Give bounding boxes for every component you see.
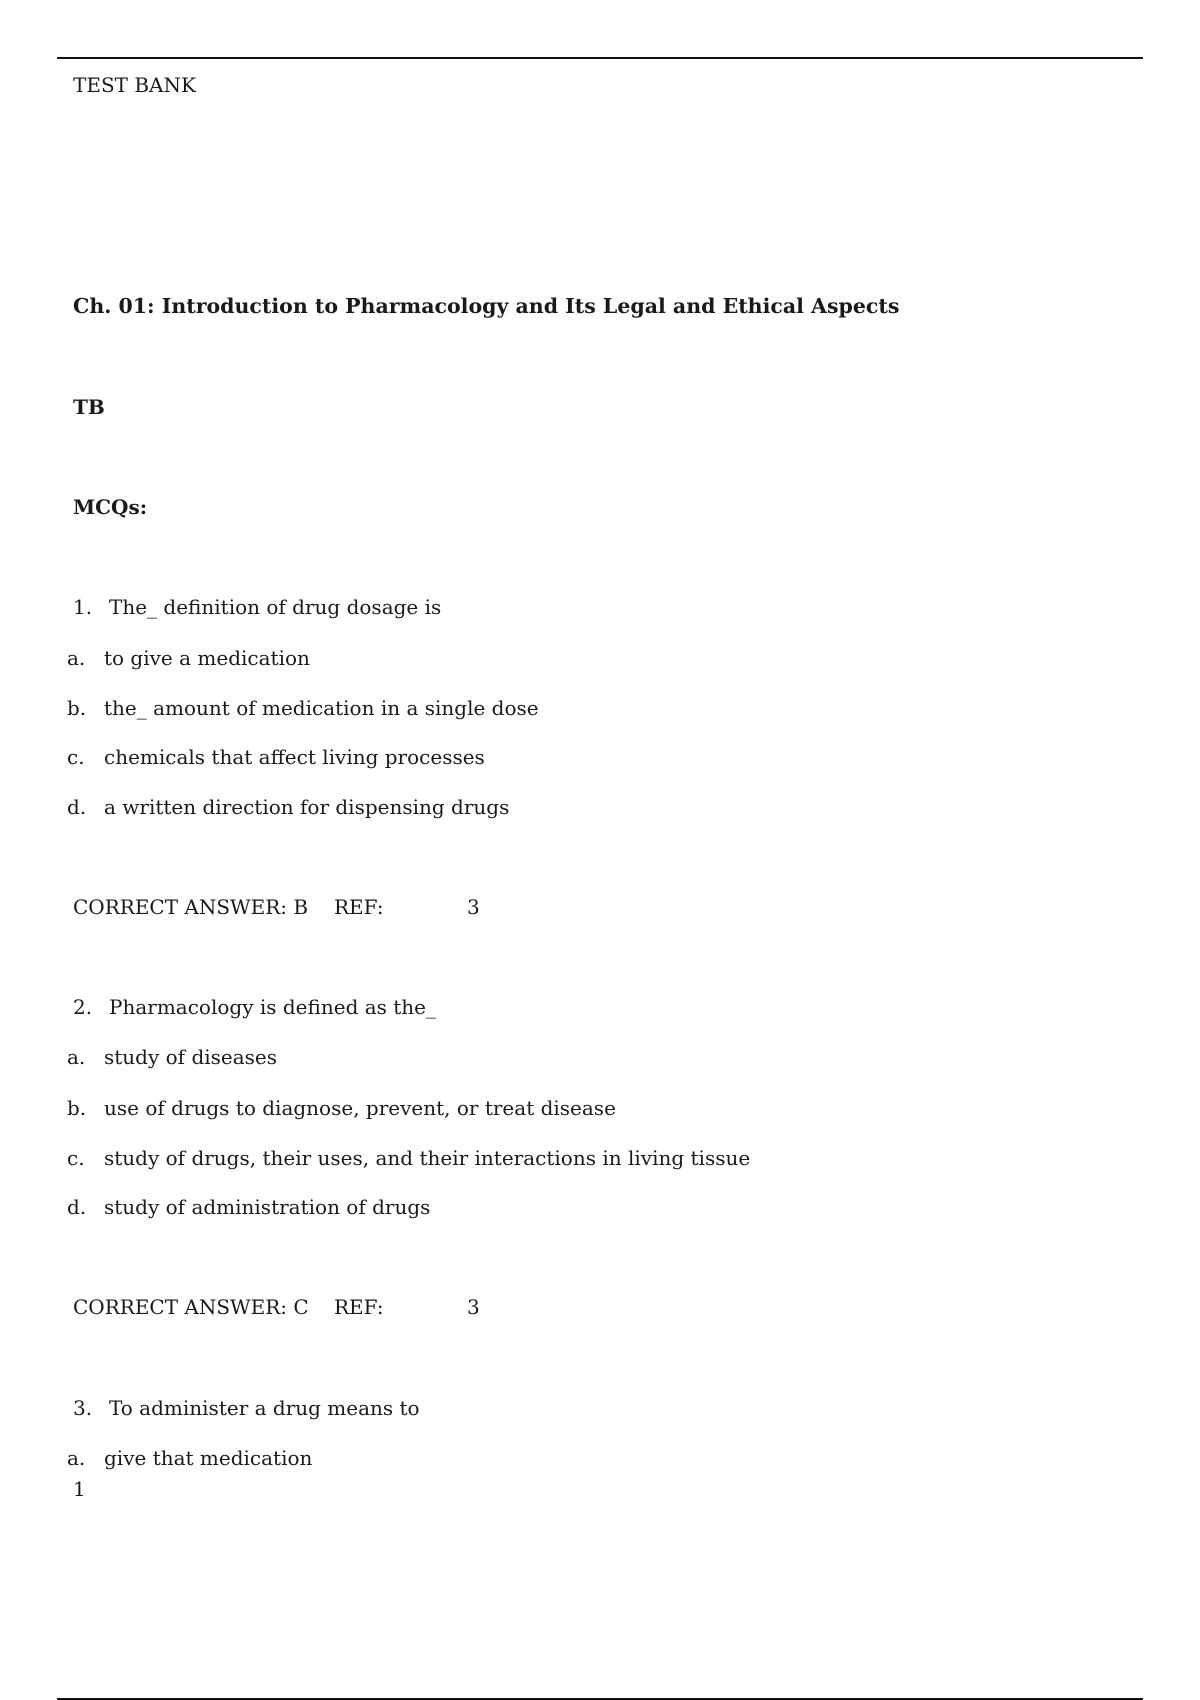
question-text: The_ definition of drug dosage is bbox=[109, 595, 442, 619]
option-letter: c. bbox=[67, 1146, 85, 1170]
option-letter: a. bbox=[67, 1446, 86, 1470]
option-letter: c. bbox=[67, 745, 85, 769]
option-letter: b. bbox=[67, 1096, 87, 1120]
question-number: 2. bbox=[73, 995, 93, 1019]
ref-value: 3 bbox=[467, 895, 480, 919]
correct-answer: CORRECT ANSWER: B bbox=[73, 895, 309, 919]
section-label: TB bbox=[73, 395, 105, 419]
question-number: 3. bbox=[73, 1396, 93, 1420]
question-text: To administer a drug means to bbox=[109, 1396, 420, 1420]
option-letter: a. bbox=[67, 646, 86, 670]
option-text: give that medication bbox=[104, 1446, 313, 1470]
option-letter: b. bbox=[67, 696, 87, 720]
option-text: study of drugs, their uses, and their interactions in living tissue bbox=[104, 1146, 751, 1170]
page-number: 1 bbox=[73, 1477, 86, 1501]
option-text: a written direction for dispensing drugs bbox=[104, 795, 510, 819]
option-text: study of diseases bbox=[104, 1045, 278, 1069]
correct-answer: CORRECT ANSWER: C bbox=[73, 1295, 309, 1319]
option-letter: d. bbox=[67, 1195, 87, 1219]
ref-value: 3 bbox=[467, 1295, 480, 1319]
option-text: study of administration of drugs bbox=[104, 1195, 431, 1219]
option-text: chemicals that affect living processes bbox=[104, 745, 485, 769]
mcqs-heading: MCQs: bbox=[73, 495, 148, 519]
question-text: Pharmacology is defined as the_ bbox=[109, 995, 437, 1019]
option-text: use of drugs to diagnose, prevent, or treat disease bbox=[104, 1096, 616, 1120]
option-letter: a. bbox=[67, 1045, 86, 1069]
option-text: to give a medication bbox=[104, 646, 310, 670]
chapter-title: Ch. 01: Introduction to Pharmacology and Its Legal and Ethical Aspects bbox=[73, 294, 900, 318]
option-text: the_ amount of medication in a single dose bbox=[104, 696, 539, 720]
question-number: 1. bbox=[73, 595, 93, 619]
top-rule bbox=[57, 57, 1143, 59]
ref-label: REF: bbox=[334, 1295, 384, 1319]
ref-label: REF: bbox=[334, 895, 384, 919]
header-label: TEST BANK bbox=[73, 73, 196, 97]
option-letter: d. bbox=[67, 795, 87, 819]
